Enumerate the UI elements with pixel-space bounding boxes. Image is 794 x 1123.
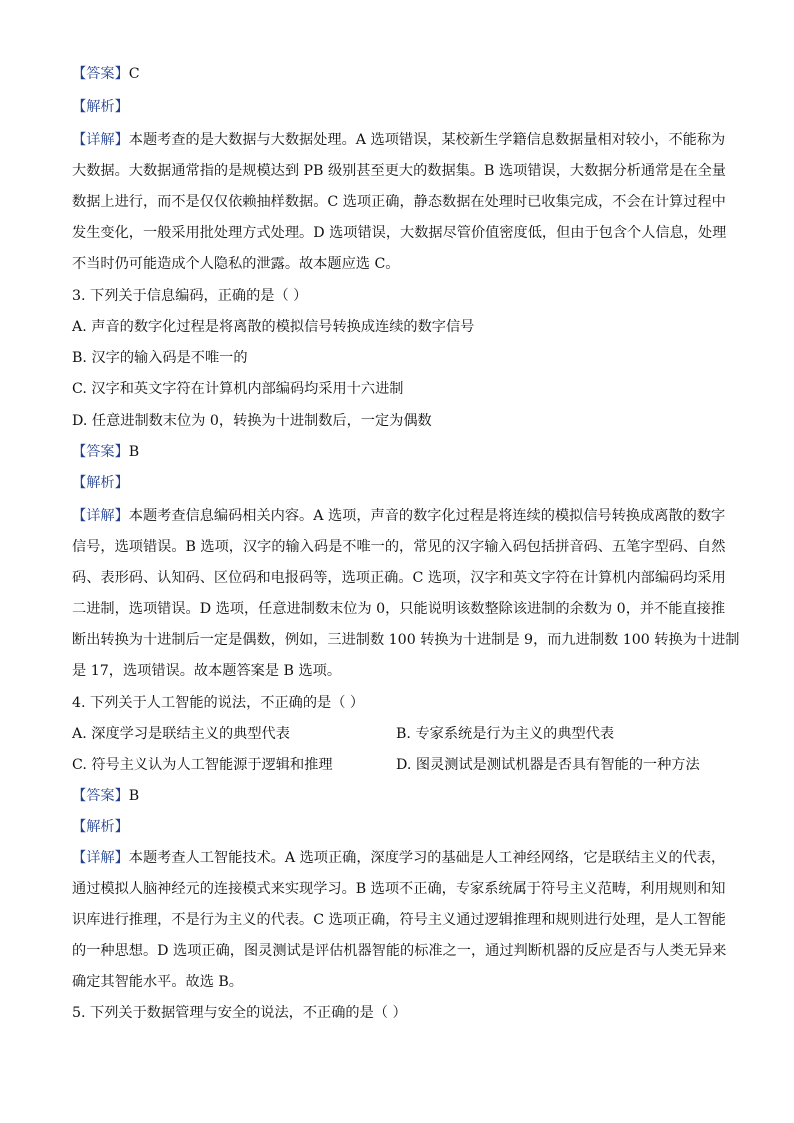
q4-detail-line: 的一种思想。D 选项正确，图灵测试是评估机器智能的标准之一，通过判断机器的反应是否与人类无异来 [72, 943, 727, 959]
q4-options-row [72, 755, 722, 775]
q3-option-d: D. 任意进制数末位为 0，转换为十进制数后，一定为偶数 [72, 413, 432, 429]
q2-analysis-heading [72, 97, 722, 117]
q2-detail-line: 不当时仍可能造成个人隐私的泄露。故本题应选 C。 [72, 256, 400, 272]
q4-answer [72, 786, 722, 806]
detail-tag: 【详解】 [72, 508, 129, 524]
analysis-tag: 【解析】 [72, 475, 129, 491]
q4-option-c: C. 符号主义认为人工智能源于逻辑和推理 [72, 757, 333, 773]
answer-tag: 【答案】 [72, 788, 129, 804]
q4-options-row [72, 724, 722, 744]
q2-detail-line [72, 130, 726, 150]
answer-tag: 【答案】 [72, 66, 129, 82]
detail-text: 本题考查人工智能技术。A 选项正确，深度学习的基础是人工神经网络，它是联结主义的代表， [128, 850, 726, 866]
q4-question: 4. 下列关于人工智能的说法，不正确的是（ ） [72, 695, 365, 711]
q4-option-b: B. 专家系统是行为主义的典型代表 [396, 726, 615, 742]
q4-detail-line: 确定其智能水平。故选 B。 [72, 974, 243, 990]
answer-value: C [128, 66, 140, 82]
answer-value: B [128, 788, 140, 804]
q3-option-b: B. 汉字的输入码是不唯一的 [72, 350, 248, 366]
q5-question: 5. 下列关于数据管理与安全的说法，不正确的是（ ） [72, 1005, 407, 1021]
q3-question: 3. 下列关于信息编码，正确的是（ ） [72, 288, 308, 304]
detail-tag: 【详解】 [72, 850, 129, 866]
analysis-tag: 【解析】 [72, 99, 129, 115]
q4-option-d: D. 图灵测试是测试机器是否具有智能的一种方法 [396, 757, 700, 773]
q4-analysis-heading [72, 817, 722, 837]
q4-detail-line: 识库进行推理，不是行为主义的代表。C 选项正确，符号主义通过逻辑推理和规则进行处理，是人工智能 [72, 912, 726, 928]
q2-answer [72, 64, 722, 84]
q2-detail-line: 数据上进行，而不是仅仅依赖抽样数据。C 选项正确，静态数据在处理时已收集完成，不会在计算过程中 [72, 194, 726, 210]
q2-detail-line: 大数据。大数据通常指的是规模达到 PB 级别甚至更大的数据集。B 选项错误，大数据分析通常是在全量 [72, 163, 726, 179]
q3-detail-line: 码、表形码、认知码、区位码和电报码等，选项正确。C 选项，汉字和英文字符在计算机内部编码均采用 [72, 570, 726, 586]
q3-option-a: A. 声音的数字化过程是将离散的模拟信号转换成连续的数字信号 [72, 319, 475, 335]
q4-detail-line: 通过模拟人脑神经元的连接模式来实现学习。B 选项不正确，专家系统属于符号主义范畴，利用规则和知 [72, 881, 726, 897]
q3-detail-line: 断出转换为十进制后一定是偶数，例如，三进制数 100 转换为十进制是 9，而九进制数 100 转换为十进制 [72, 632, 740, 648]
q4-detail-line [72, 848, 726, 868]
q2-detail-line: 发生变化，一般采用批处理方式处理。D 选项错误，大数据尽管价值密度低，但由于包含个人信息，处理 [72, 225, 727, 241]
analysis-tag: 【解析】 [72, 819, 129, 835]
answer-value: B [128, 444, 140, 460]
q3-option-c: C. 汉字和英文字符在计算机内部编码均采用十六进制 [72, 381, 404, 397]
detail-text: 本题考查信息编码相关内容。A 选项，声音的数字化过程是将连续的模拟信号转换成离散的数字 [128, 508, 726, 524]
q3-detail-line [72, 506, 726, 526]
answer-tag: 【答案】 [72, 444, 129, 460]
detail-tag: 【详解】 [72, 132, 129, 148]
q3-detail-line: 信号，选项错误。B 选项，汉字的输入码是不唯一的，常见的汉字输入码包括拼音码、五笔字型码、自然 [72, 539, 726, 555]
detail-text: 本题考查的是大数据与大数据处理。A 选项错误，某校新生学籍信息数据量相对较小，不能称为 [128, 132, 726, 148]
q4-option-a: A. 深度学习是联结主义的典型代表 [72, 726, 290, 742]
q3-analysis-heading [72, 473, 722, 493]
q3-answer [72, 442, 722, 462]
q3-detail-line: 二进制，选项错误。D 选项，任意进制数末位为 0，只能说明该数整除该进制的余数为 0，并不能直接推 [72, 601, 726, 617]
q3-detail-line: 是 17，选项错误。故本题答案是 B 选项。 [72, 663, 342, 679]
